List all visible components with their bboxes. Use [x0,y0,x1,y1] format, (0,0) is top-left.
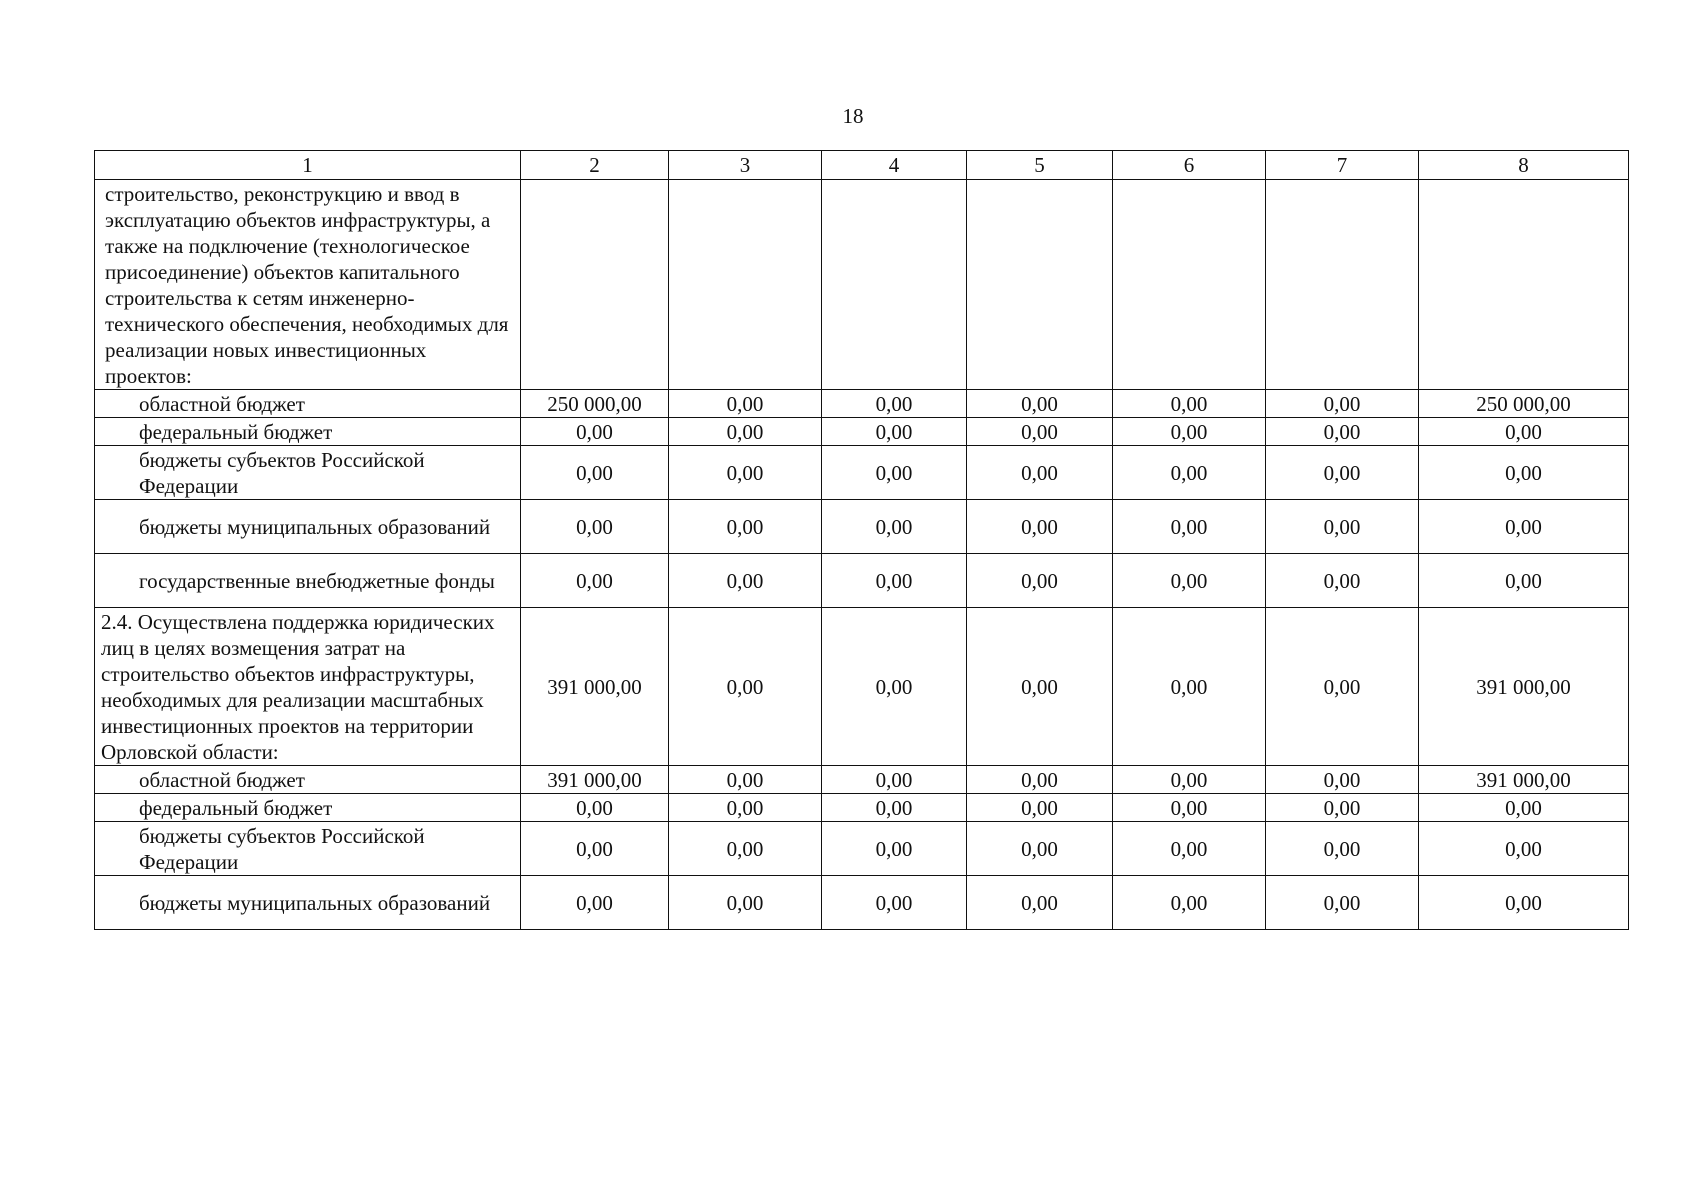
value-cell: 0,00 [1113,822,1266,876]
value-cell [669,180,822,390]
budget-table [94,150,1629,930]
row-description: строительство, реконструкцию и ввод в эксплуатацию объектов инфраструктуры, а также на подключение (технологическое присоединение) объектов капитального строительства к сетям инженерно-технического обеспечения, необходимых для реализации новых инвестиционных проектов: [95,180,521,390]
value-cell: 0,00 [521,554,669,608]
value-cell [1419,180,1629,390]
value-cell: 0,00 [1266,766,1419,794]
value-cell: 0,00 [669,822,822,876]
column-header: 3 [669,151,822,180]
value-cell: 0,00 [967,794,1113,822]
value-cell: 0,00 [1266,794,1419,822]
value-cell: 0,00 [1113,554,1266,608]
value-cell: 391 000,00 [521,766,669,794]
row-description: бюджеты муниципальных образований [95,876,521,930]
value-cell: 0,00 [521,876,669,930]
row-description: бюджеты субъектов Российской Федерации [95,446,521,500]
value-cell: 0,00 [967,390,1113,418]
value-cell: 0,00 [1113,390,1266,418]
value-cell: 0,00 [1419,822,1629,876]
value-cell: 0,00 [822,554,967,608]
row-description: государственные внебюджетные фонды [95,554,521,608]
value-cell: 0,00 [1113,876,1266,930]
value-cell [822,180,967,390]
column-header: 1 [95,151,521,180]
value-cell: 0,00 [1419,794,1629,822]
value-cell: 0,00 [669,766,822,794]
value-cell: 0,00 [822,390,967,418]
table-row [95,418,1629,446]
value-cell: 0,00 [1113,500,1266,554]
value-cell: 391 000,00 [1419,608,1629,766]
header-row [95,151,1629,180]
table-row [95,180,1629,390]
value-cell: 0,00 [1113,446,1266,500]
table-row [95,554,1629,608]
value-cell: 0,00 [1266,418,1419,446]
value-cell: 0,00 [967,500,1113,554]
value-cell [1266,180,1419,390]
table-row [95,446,1629,500]
value-cell: 0,00 [822,608,967,766]
value-cell: 0,00 [1113,608,1266,766]
table-row [95,876,1629,930]
column-header: 2 [521,151,669,180]
value-cell: 0,00 [1266,390,1419,418]
value-cell: 0,00 [1419,554,1629,608]
value-cell: 0,00 [1419,876,1629,930]
row-description: федеральный бюджет [95,794,521,822]
column-header: 4 [822,151,967,180]
value-cell: 0,00 [1419,418,1629,446]
table-row [95,822,1629,876]
value-cell: 0,00 [669,554,822,608]
row-description: федеральный бюджет [95,418,521,446]
table-row [95,608,1629,766]
value-cell: 0,00 [822,876,967,930]
value-cell: 0,00 [1266,554,1419,608]
value-cell [967,180,1113,390]
value-cell: 0,00 [669,446,822,500]
value-cell: 0,00 [521,500,669,554]
value-cell: 0,00 [669,390,822,418]
table-row [95,766,1629,794]
column-header: 7 [1266,151,1419,180]
row-description: 2.4. Осуществлена поддержка юридических лиц в целях возмещения затрат на строительство объектов инфраструктуры, необходимых для реализации масштабных инвестиционных проектов на территории Орловской области: [95,608,521,766]
value-cell: 0,00 [822,794,967,822]
value-cell: 0,00 [521,822,669,876]
value-cell [1113,180,1266,390]
value-cell: 391 000,00 [1419,766,1629,794]
value-cell: 0,00 [967,876,1113,930]
table-row [95,794,1629,822]
value-cell: 0,00 [1113,766,1266,794]
value-cell: 0,00 [669,500,822,554]
value-cell: 0,00 [1419,500,1629,554]
value-cell: 0,00 [521,446,669,500]
value-cell: 0,00 [669,608,822,766]
value-cell: 0,00 [967,822,1113,876]
value-cell: 0,00 [1266,608,1419,766]
value-cell: 250 000,00 [1419,390,1629,418]
value-cell: 0,00 [521,418,669,446]
value-cell: 0,00 [967,608,1113,766]
value-cell: 0,00 [669,418,822,446]
value-cell: 0,00 [1266,446,1419,500]
value-cell: 0,00 [1113,418,1266,446]
value-cell: 0,00 [822,418,967,446]
table-row [95,390,1629,418]
value-cell: 0,00 [822,500,967,554]
value-cell: 0,00 [822,822,967,876]
value-cell: 0,00 [967,446,1113,500]
row-description: бюджеты субъектов Российской Федерации [95,822,521,876]
row-description: бюджеты муниципальных образований [95,500,521,554]
value-cell: 391 000,00 [521,608,669,766]
value-cell: 0,00 [1266,876,1419,930]
value-cell: 0,00 [822,766,967,794]
row-description: областной бюджет [95,390,521,418]
value-cell: 0,00 [669,794,822,822]
page-number: 18 [842,104,864,128]
value-cell: 0,00 [1419,446,1629,500]
value-cell [521,180,669,390]
value-cell: 0,00 [669,876,822,930]
value-cell: 0,00 [967,766,1113,794]
value-cell: 0,00 [1266,822,1419,876]
row-description: областной бюджет [95,766,521,794]
value-cell: 0,00 [967,418,1113,446]
column-header: 8 [1419,151,1629,180]
value-cell: 250 000,00 [521,390,669,418]
value-cell: 0,00 [1113,794,1266,822]
value-cell: 0,00 [521,794,669,822]
value-cell: 0,00 [1266,500,1419,554]
column-header: 6 [1113,151,1266,180]
value-cell: 0,00 [967,554,1113,608]
value-cell: 0,00 [822,446,967,500]
table-row [95,500,1629,554]
column-header: 5 [967,151,1113,180]
